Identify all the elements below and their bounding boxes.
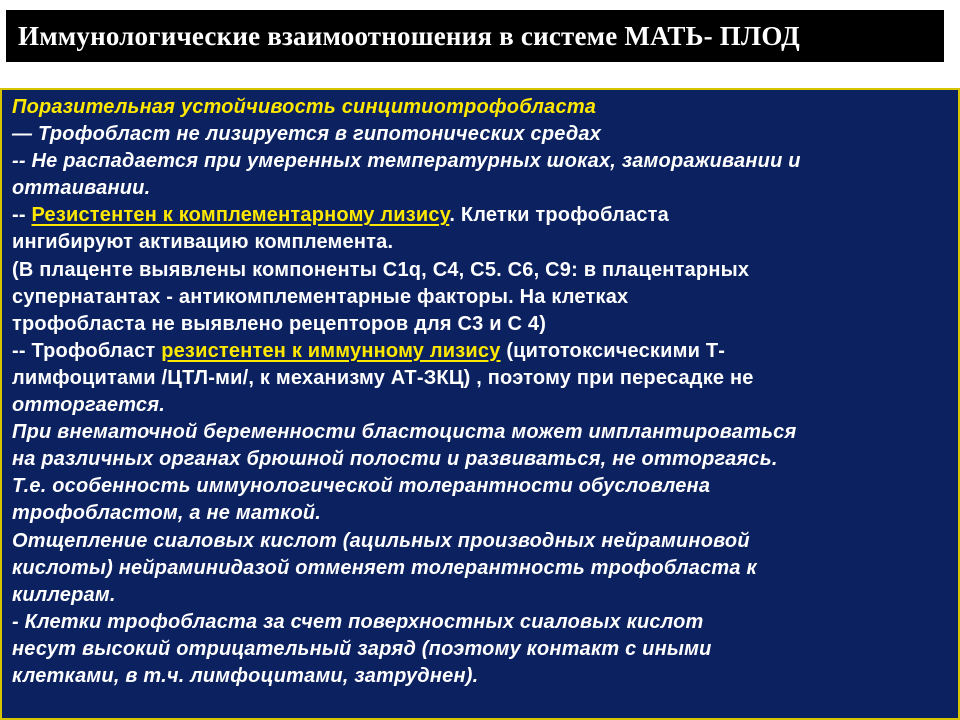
content-line: ингибируют активацию комплемента.	[12, 231, 394, 254]
content-line: клетками, в т.ч. лимфоцитами, затруднен).	[12, 664, 479, 687]
content-line: -- Не распадается при умеренных температурных шоках, замораживании и	[12, 150, 801, 173]
content-line: оттаивании.	[12, 177, 151, 200]
content-line: отторгается.	[12, 394, 165, 417]
content-line: киллерам.	[12, 583, 116, 606]
content-line: лимфоцитами /ЦТЛ-ми/, к механизму АТ-ЗКЦ) , поэтому при пересадке не	[12, 366, 754, 389]
content-line: Отщепление сиаловых кислот (ацильных производных нейраминовой	[12, 529, 750, 552]
content-box	[0, 88, 960, 720]
highlight-immune-lysis: резистентен к иммунному лизису	[161, 339, 501, 362]
highlight-complement-lysis: Резистентен к комплементарному лизису	[31, 204, 450, 227]
content-line: супернатантах - антикомплементарные факторы. На клетках	[12, 285, 629, 308]
content-line: — Трофобласт не лизируется в гипотонических средах	[12, 123, 602, 146]
content-line: на различных органах брюшной полости и развиваться, не отторгаясь.	[12, 448, 778, 471]
line-prefix: -- Трофобласт	[12, 339, 162, 362]
content-line-complement	[12, 202, 958, 229]
content-line: - Клетки трофобласта за счет поверхностных сиаловых кислот	[12, 610, 704, 633]
content-line-immune	[12, 338, 958, 365]
content-line: трофобластом, а не маткой.	[12, 502, 322, 525]
title-bar	[6, 10, 944, 62]
line-prefix: --	[12, 204, 32, 227]
line-suffix: (цитотоксическими Т-	[500, 339, 726, 362]
content-line: кислоты) нейраминидазой отменяет толерантность трофобласта к	[12, 556, 757, 579]
content-heading: Поразительная устойчивость синцитиотрофобласта	[12, 96, 597, 118]
line-suffix: . Клетки трофобласта	[449, 204, 669, 227]
content-line: При внематочной беременности бластоциста может имплантироваться	[12, 421, 797, 444]
content-line: (В плаценте выявлены компоненты С1q, C4, C5. C6, C9: в плацентарных	[12, 258, 750, 281]
content-line: Т.е. особенность иммунологической толерантности обусловлена	[12, 475, 711, 498]
slide-title: Иммунологические взаимоотношения в системе МАТЬ- ПЛОД	[18, 20, 800, 51]
content-line: трофобласта не выявлено рецепторов для С3 и С 4)	[12, 312, 547, 335]
content-line: несут высокий отрицательный заряд (поэтому контакт с иными	[12, 637, 712, 660]
